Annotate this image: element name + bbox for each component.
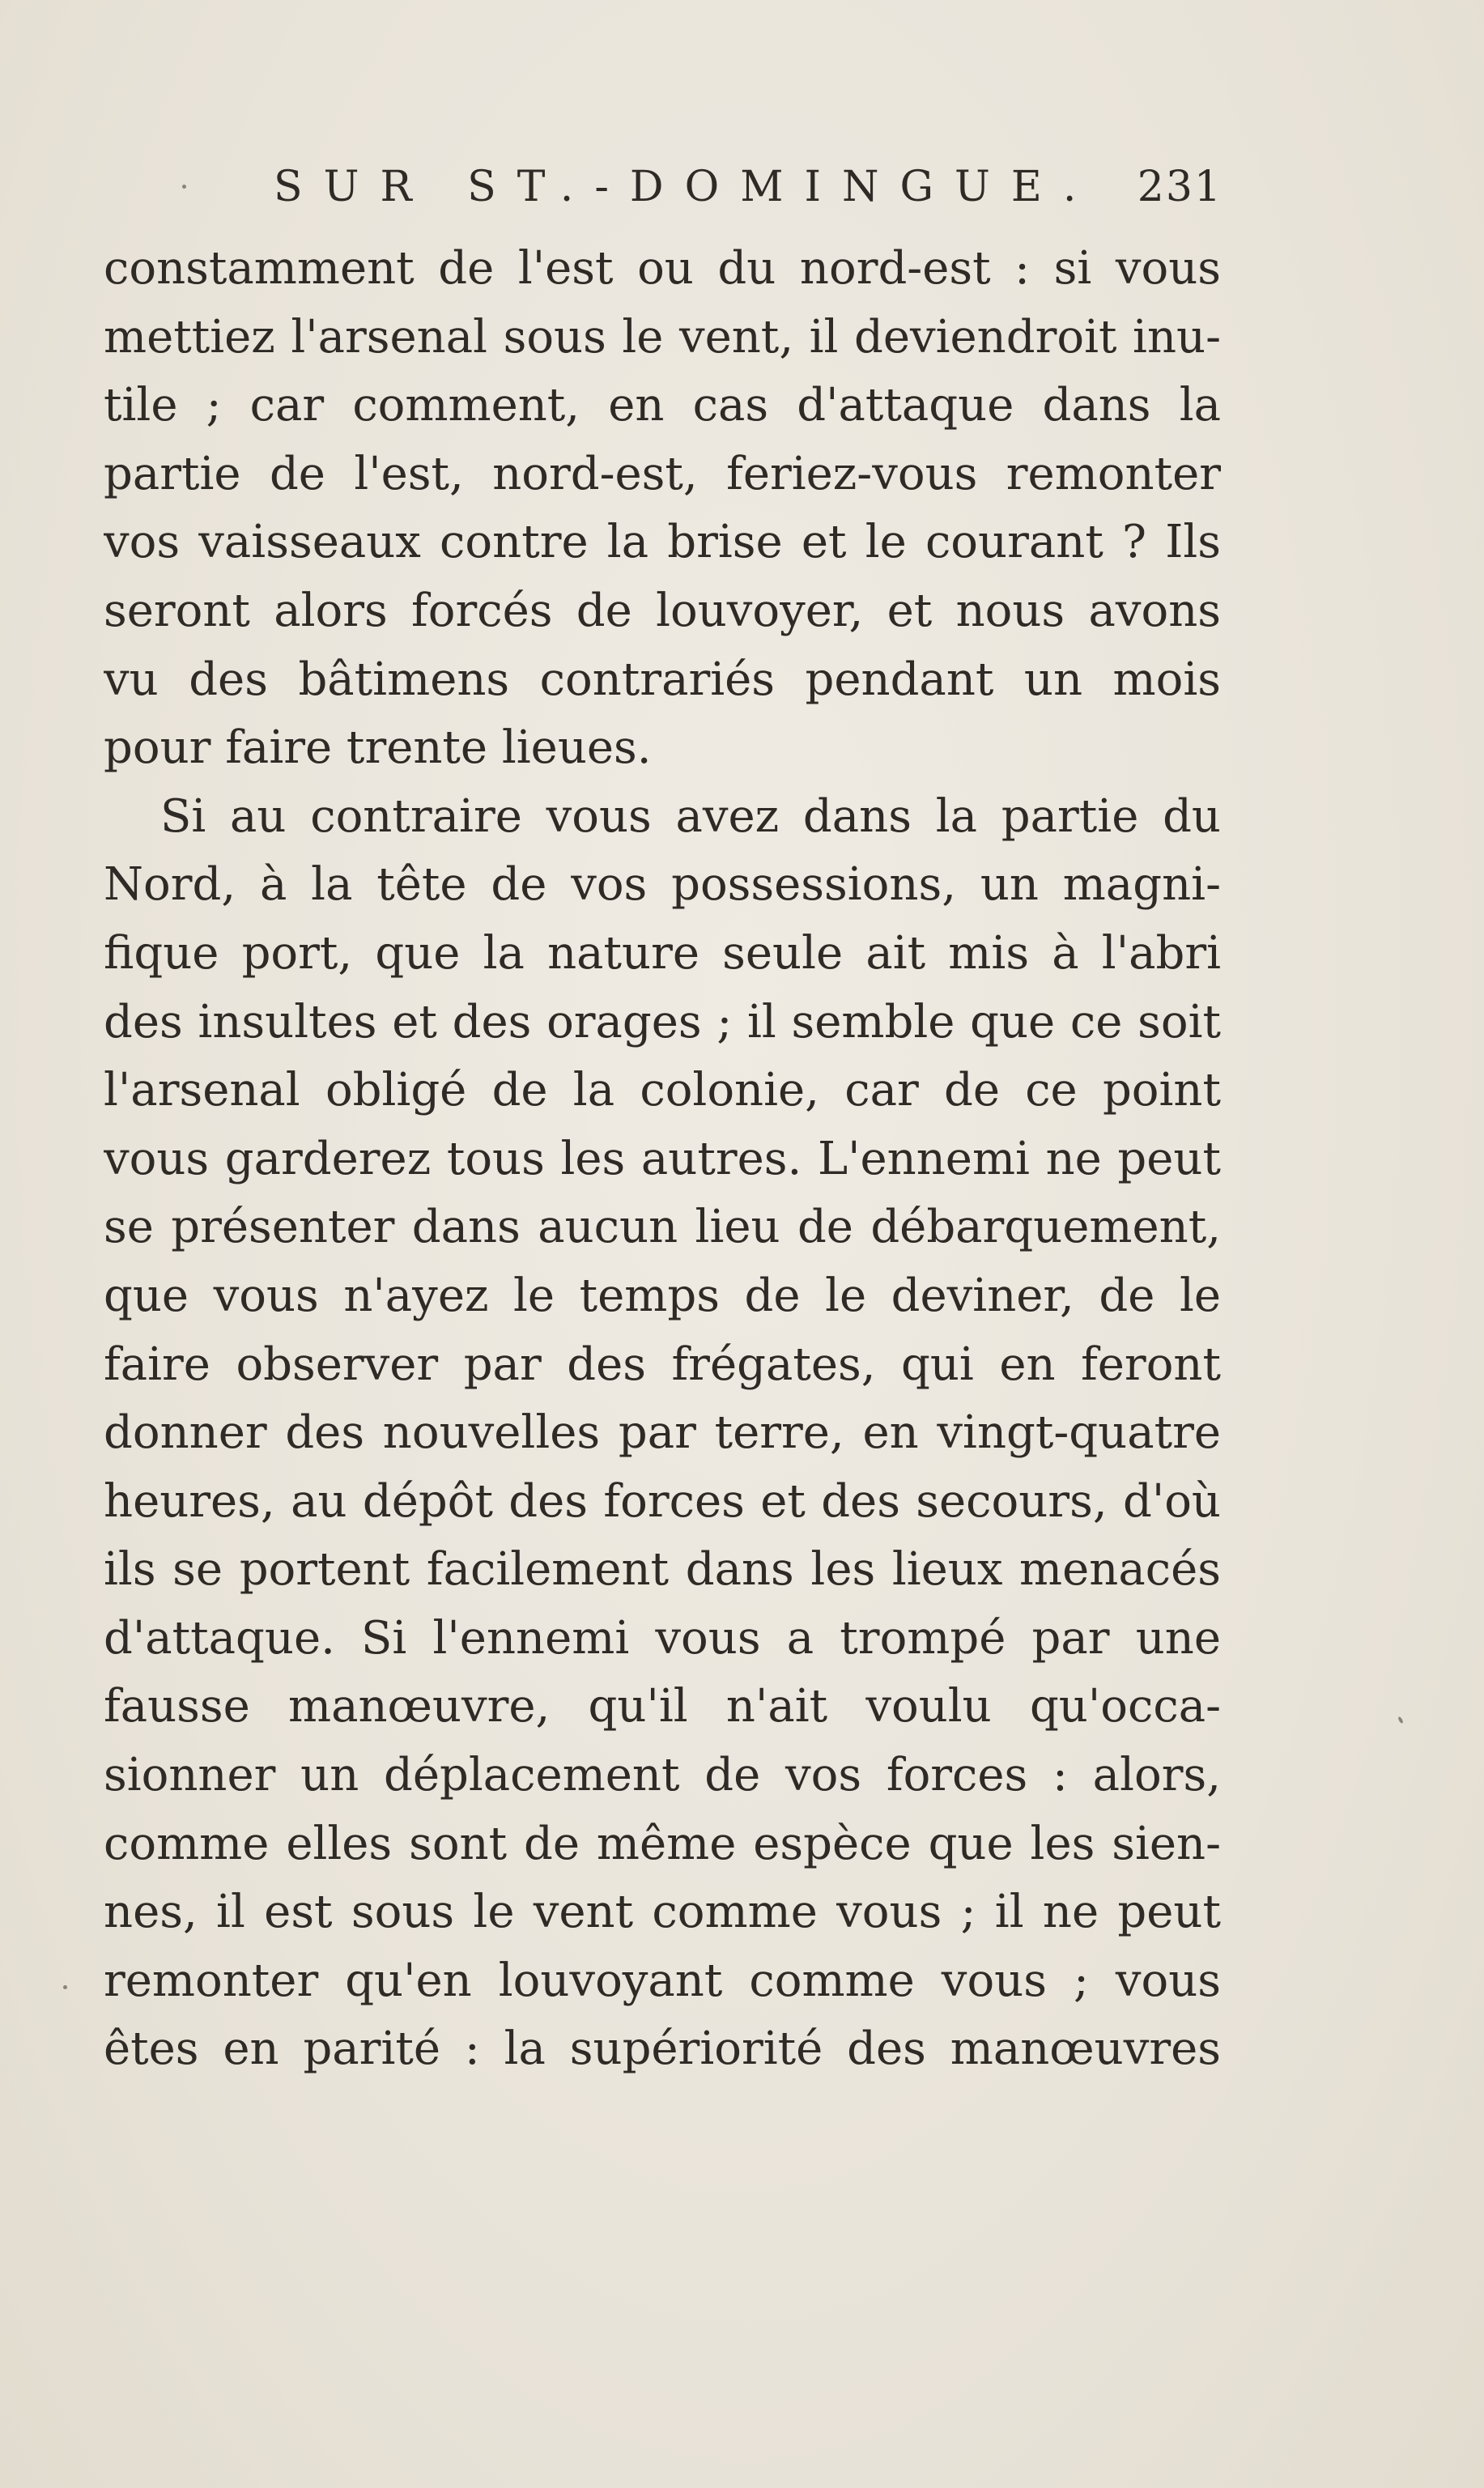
text-line: sionner un déplacement de vos forces : alors, bbox=[104, 1749, 1221, 1802]
text-line: que vous n'ayez le temps de le deviner, de le bbox=[104, 1269, 1221, 1322]
text-line: donner des nouvelles par terre, en vingt-quatre bbox=[104, 1406, 1221, 1460]
page-header bbox=[274, 159, 1222, 215]
text-line: d'attaque. Si l'ennemi vous a trompé par une bbox=[104, 1611, 1221, 1665]
text-line: êtes en parité : la supériorité des manœuvres bbox=[104, 2022, 1221, 2076]
text-line: fique port, que la nature seule ait mis à l'abri bbox=[104, 926, 1221, 980]
paper-speck bbox=[1397, 1716, 1404, 1725]
text-line: tile ; car comment, en cas d'attaque dans la bbox=[104, 379, 1221, 432]
running-head: SUR ST.-DOMINGUE. bbox=[274, 163, 1098, 211]
text-line: fausse manœuvre, qu'il n'ait voulu qu'occa- bbox=[104, 1680, 1221, 1733]
paragraph bbox=[104, 783, 1221, 2084]
text-line: pour faire trente lieues. bbox=[104, 721, 652, 775]
text-line: seront alors forcés de louvoyer, et nous avons bbox=[104, 584, 1221, 637]
text-line: vu des bâtimens contrariés pendant un mois bbox=[104, 653, 1221, 706]
text-line: partie de l'est, nord-est, feriez-vous remonter bbox=[104, 447, 1221, 500]
paragraph bbox=[104, 235, 1221, 783]
paper-speck bbox=[63, 1985, 67, 1989]
text-line: Nord, à la tête de vos possessions, un magni- bbox=[104, 858, 1221, 912]
text-line: se présenter dans aucun lieu de débarquement, bbox=[104, 1201, 1221, 1254]
paper-speck bbox=[182, 185, 186, 189]
text-line: mettiez l'arsenal sous le vent, il deviendroit inu- bbox=[104, 310, 1221, 364]
text-line: nes, il est sous le vent comme vous ; il ne peut bbox=[104, 1886, 1221, 1939]
text-line: ils se portent facilement dans les lieux menacés bbox=[104, 1543, 1221, 1597]
text-line: vos vaisseaux contre la brise et le courant ? Ils bbox=[104, 516, 1221, 569]
text-line: faire observer par des frégates, qui en feront bbox=[104, 1338, 1221, 1391]
text-line: comme elles sont de même espèce que les sien- bbox=[104, 1817, 1221, 1870]
text-line: l'arsenal obligé de la colonie, car de ce point bbox=[104, 1064, 1221, 1117]
text-line: remonter qu'en louvoyant comme vous ; vous bbox=[104, 1954, 1221, 2007]
page-number: 231 bbox=[1137, 163, 1222, 211]
text-line: heures, au dépôt des forces et des secours, d'où bbox=[104, 1474, 1221, 1528]
text-line: constamment de l'est ou du nord-est : si vous bbox=[104, 242, 1221, 295]
body-text bbox=[104, 235, 1221, 2084]
text-line: vous garderez tous les autres. L'ennemi ne peut bbox=[104, 1132, 1221, 1185]
text-line: des insultes et des orages ; il semble que ce soit bbox=[104, 995, 1221, 1048]
text-line: Si au contraire vous avez dans la partie du bbox=[160, 789, 1221, 843]
